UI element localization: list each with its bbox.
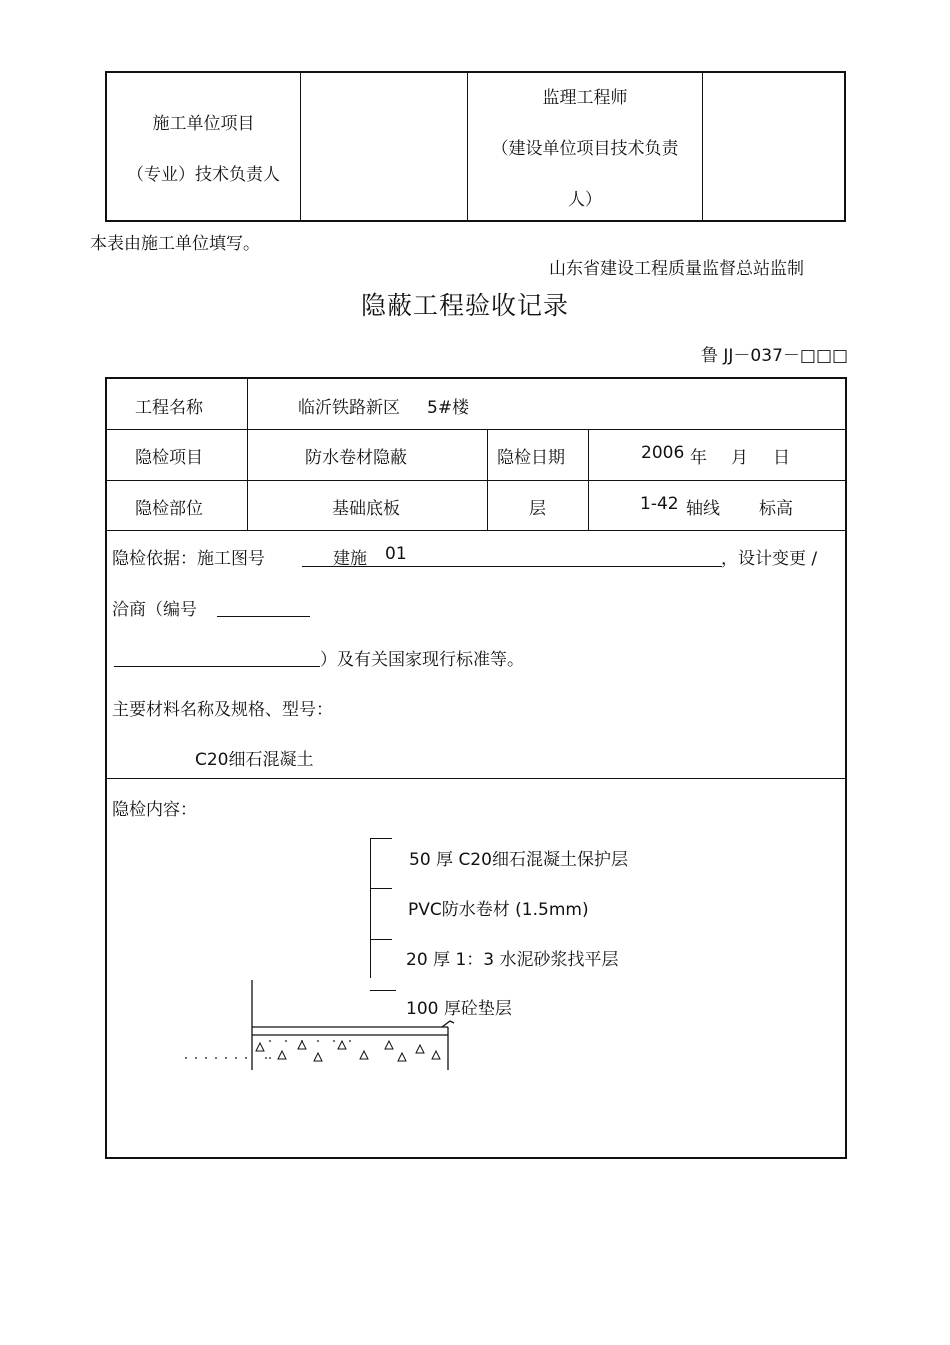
inspection-date-label: 隐检日期 (497, 448, 565, 468)
inspection-item-label: 隐检项目 (135, 448, 203, 468)
drawing-no-underline (302, 566, 722, 567)
layer-leader-line (370, 838, 371, 978)
drawing-no[interactable]: 01 (385, 544, 407, 564)
inspection-part-value[interactable]: 基础底板 (332, 499, 400, 519)
standards-text: ）及有关国家现行标准等。 (320, 650, 524, 670)
signature-table (105, 71, 846, 222)
axis-label: 轴线 (686, 499, 720, 519)
supervisor-signature-cell[interactable] (703, 72, 846, 221)
axis-value[interactable]: 1-42 (640, 494, 679, 514)
cross-section-sketch (180, 975, 470, 1075)
elevation-label: 标高 (759, 499, 793, 519)
inspection-date-year[interactable]: 2006 (641, 443, 685, 463)
floor-label: 层 (529, 499, 546, 519)
content-label: 隐检内容： (112, 800, 197, 820)
design-change-label: ，设计变更 / (721, 549, 818, 569)
negotiation-number-field-cont[interactable] (114, 666, 320, 667)
layer-label: 20 厚 1：3 水泥砂浆找平层 (406, 950, 619, 970)
supervisor-engineer-label: 监理工程师 （建设单位项目技术负责 人） (468, 72, 703, 221)
negotiation-number-field[interactable] (217, 616, 310, 617)
date-year-unit: 年 (690, 448, 707, 468)
layer-label: 100 厚砼垫层 (406, 999, 512, 1019)
page-title: 隐蔽工程验收记录 (361, 291, 570, 320)
material-value[interactable]: C20细石混凝土 (195, 750, 314, 770)
layer-tick (370, 888, 392, 889)
project-building[interactable]: 5#楼 (427, 398, 470, 418)
materials-label: 主要材料名称及规格、型号： (112, 700, 333, 720)
negotiation-label: 洽商（编号 (112, 600, 197, 620)
layer-label: 50 厚 C20细石混凝土保护层 (409, 850, 628, 870)
date-month-unit: 月 (731, 448, 748, 468)
layer-tick (370, 939, 392, 940)
contractor-tech-lead-label: 施工单位项目 （专业）技术负责人 (106, 72, 301, 221)
layer-tick (370, 838, 392, 839)
supervising-authority: 山东省建设工程质量监督总站监制 (549, 259, 804, 279)
contractor-signature-cell[interactable] (301, 72, 468, 221)
drawing-no-label[interactable]: 建施 (333, 549, 367, 569)
form-code: 鲁 JJ－037－□□□ (701, 346, 849, 366)
inspection-item-value[interactable]: 防水卷材隐蔽 (305, 448, 407, 468)
project-name-value[interactable]: 临沂铁路新区 (298, 398, 400, 418)
date-day-unit: 日 (773, 448, 790, 468)
project-name-label: 工程名称 (135, 398, 203, 418)
basis-prefix: 隐检依据：施工图号 (112, 549, 265, 569)
inspection-part-label: 隐检部位 (135, 499, 203, 519)
fill-note: 本表由施工单位填写。 (90, 234, 260, 254)
layer-label: PVC防水卷材 (1.5mm) (408, 900, 589, 920)
